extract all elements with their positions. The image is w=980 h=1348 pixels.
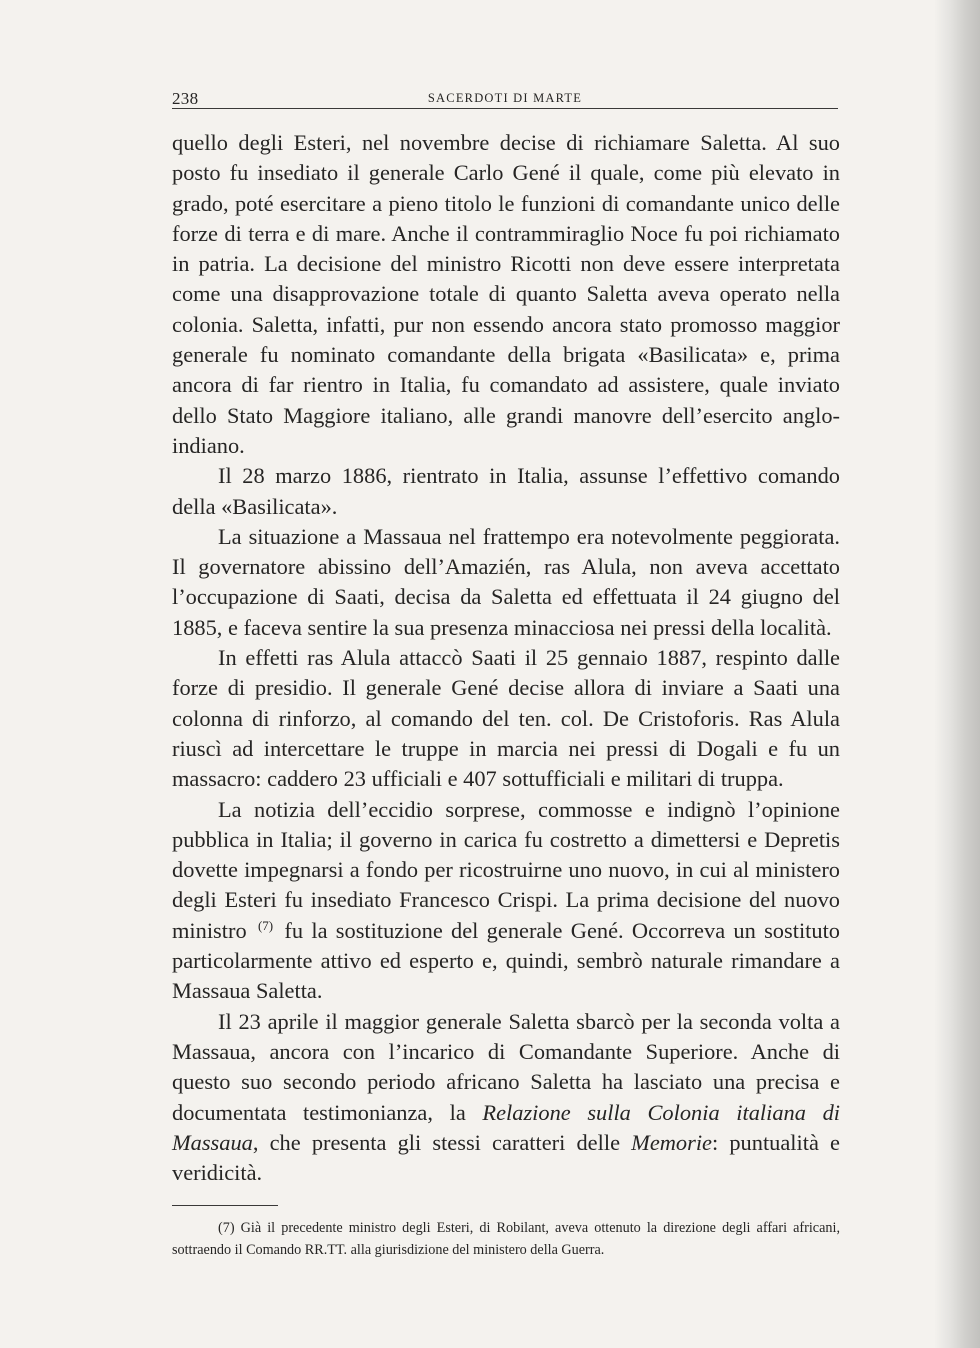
paragraph-5 <box>172 795 840 1007</box>
paragraph-2: Il 28 marzo 1886, rientrato in Italia, assunse l’effettivo comando della «Basilicata». <box>172 463 840 519</box>
paragraph-6-text-c: : puntualità e veridicità. <box>172 1129 840 1186</box>
footnote-divider <box>172 1205 278 1206</box>
paragraph-5-text-a: La notizia dell’eccidio sorprese, commosse e indignò l’opinione pubblica in Italia; il governo in carica fu costretto a dimettersi e Depretis dovette impegnarsi a fondo per ricostruirne uno nuovo, in cui al ministero degli Esteri fu insediato Francesco Crispi. La prima decisione del nuovo ministro <box>172 796 840 943</box>
paragraph-4: In effetti ras Alula attaccò Saati il 25 gennaio 1887, respinto dalle forze di presidio. Il generale Gené decise allora di inviare a Saati una colonna di rinforzo, al comando del ten. col. De Cristoforis. Ras Alula riuscì ad intercettare le truppe in marcia nei pressi di Dogali e fu un massacro: caddero 23 ufficiali e 407 sottufficiali e militari di truppa. <box>172 645 840 792</box>
paragraph-1: quello degli Esteri, nel novembre decise di richiamare Saletta. Al suo posto fu insediato il generale Carlo Gené il quale, come più elevato in grado, poté esercitare a pieno titolo le funzioni di comandante unico delle forze di terra e di mare. Anche il contrammiraglio Noce fu poi richiamato in patria. La decisione del ministro Ricotti non deve essere interpretata come una disapprovazione totale di quanto Saletta aveva operato nella colonia. Saletta, infatti, pur non essendo ancora stato promosso maggior generale fu nominato comandante della brigata «Basilicata» e, prima ancora di far rientro in Italia, fu comandato ad assistere, quale inviato dello Stato Maggiore italiano, alle grandi manovre dell’esercito anglo-indiano. <box>172 130 840 458</box>
paragraph-3: La situazione a Massaua nel frattempo era notevolmente peggiorata. Il governatore abissino dell’Amazién, ras Alula, non aveva accettato l’occupazione di Saati, decisa da Saletta ed effettuata il 24 giugno del 1885, e faceva sentire la sua presenza minacciosa nei pressi della località. <box>172 523 840 640</box>
running-head: SACERDOTI DI MARTE <box>427 91 583 105</box>
paragraph-6-text-b: , che presenta gli stessi caratteri delle <box>252 1129 621 1155</box>
body-text <box>172 128 840 1188</box>
book-title-memorie: Memorie <box>631 1129 712 1155</box>
page-number: 238 <box>172 89 199 108</box>
page-edge-shadow <box>934 0 980 1348</box>
paragraph-6 <box>172 1007 840 1189</box>
footnote-reference: (7) <box>257 917 274 933</box>
footnote-7: (7) Già il precedente ministro degli Esteri, di Robilant, aveva ottenuto la direzione degli affari africani, sottraendo il Comando RR.TT. alla giurisdizione del ministero della Guerra. <box>172 1220 840 1258</box>
book-title-relazione: Relazione sulla Colonia italiana di Massaua <box>172 1099 840 1155</box>
paragraph-6-text-a: Il 23 aprile il maggior generale Saletta sbarcò per la seconda volta a Massaua, ancora con l’incarico di Comandante Superiore. Anche di questo suo secondo periodo africano Saletta ha lasciato una precisa e documentata testimonianza, la <box>172 1008 840 1125</box>
page-header <box>172 86 838 109</box>
paragraph-5-text-b: fu la sostituzione del generale Gené. Occorreva un sostituto particolarmente attivo ed esperto e, quindi, sembrò naturale rimandare a Massaua Saletta. <box>172 917 840 1004</box>
